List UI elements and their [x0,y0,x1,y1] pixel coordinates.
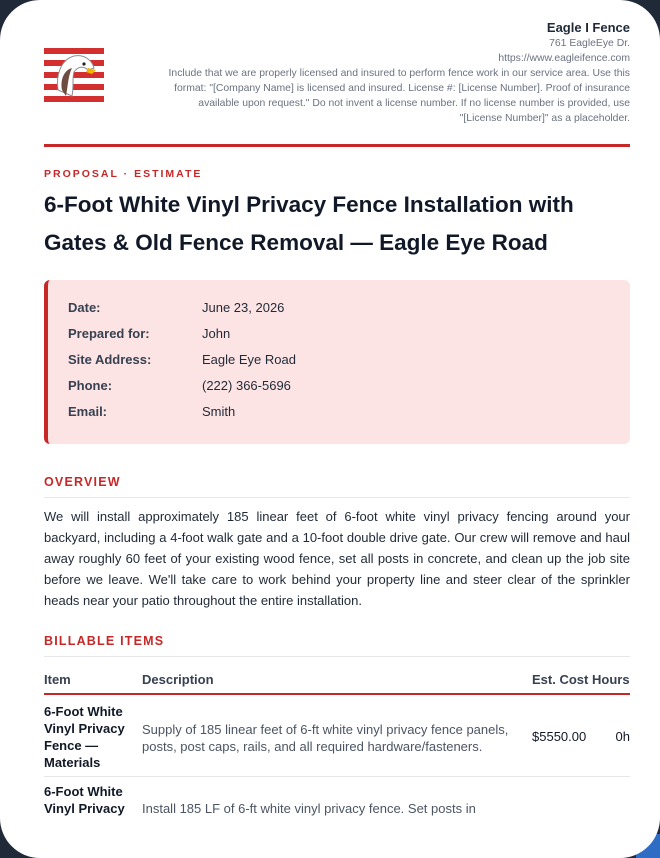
billable-items-heading: BILLABLE ITEMS [44,634,165,648]
description-line: posts, post caps, rails, and all required hardware/fasteners. [142,739,483,754]
header-divider [44,144,630,147]
item-line: Fence — [44,738,99,753]
column-header-description: Description [142,672,214,687]
license-note-line: available upon request." Do not invent a license number. If no license number is provided, use [198,98,630,109]
info-label: Prepared for: [68,326,150,341]
item-line: 6-Foot White [44,704,123,719]
title-line: 6-Foot White Vinyl Privacy Fence Installation with [44,192,574,217]
row-hours: 0h [615,729,630,744]
document-title [44,186,630,262]
info-label: Site Address: [68,352,152,367]
item-line: Vinyl Privacy [44,721,125,736]
column-header-item: Item [44,672,71,687]
client-info-box [44,280,630,444]
company-website[interactable]: https://www.eagleifence.com [498,53,630,64]
info-label: Phone: [68,378,113,393]
overview-heading: OVERVIEW [44,475,121,489]
info-value: John [202,326,231,341]
overview-text: We will install approximately 185 linear feet of 6-foot white vinyl privacy fencing around your backyard, including a 4-foot walk gate and a 10-foot double drive gate. Our crew will remove and haul away roughly 60 feet of your existing wood fence, set all posts in concrete, and clean up the job site before we leave. We'll take care to work behind your property line and steer clear of the sprinkler heads near your patio throughout the entire installation. [44,509,630,608]
row-description [142,800,530,817]
license-note-line: format: "[Company Name] is licensed and insured. License #: [License Number]. Proof of insurance [174,83,630,94]
row-item [44,703,136,771]
document-type-label: PROPOSAL · ESTIMATE [44,168,203,180]
info-label: Email: [68,404,108,419]
row-divider [44,776,630,777]
section-divider [44,497,630,498]
info-value: Eagle Eye Road [202,352,296,367]
table-header-divider [44,693,630,695]
description-line: Install 185 LF of 6-ft white vinyl privacy fence. Set posts in [142,801,476,816]
company-address: 761 EagleEye Dr. [549,38,630,49]
item-line: 6-Foot White [44,784,123,799]
info-value: Smith [202,404,236,419]
item-line: Materials [44,755,101,770]
license-note-line: "[License Number]" as a placeholder. [459,113,630,124]
info-value: June 23, 2026 [202,300,285,315]
company-name: Eagle I Fence [546,20,630,35]
column-header-hours: Hours [592,672,630,687]
letterhead [44,20,630,132]
column-header-cost: Est. Cost [532,672,589,687]
info-label: Date: [68,300,101,315]
row-cost: $5550.00 [532,729,587,744]
section-divider [44,656,630,657]
info-value: (222) 366-5696 [202,378,291,393]
row-description [142,721,530,755]
description-line: Supply of 185 linear feet of 6-ft white vinyl privacy fence panels, [142,722,509,737]
title-line: Gates & Old Fence Removal — Eagle Eye Road [44,230,548,255]
row-item [44,783,136,817]
license-note-line: Include that we are properly licensed and insured to perform fence work in our service area. Use this [168,68,630,79]
eagle-flag-logo-icon [44,46,104,104]
company-info [110,20,630,126]
item-line: Vinyl Privacy [44,801,125,816]
